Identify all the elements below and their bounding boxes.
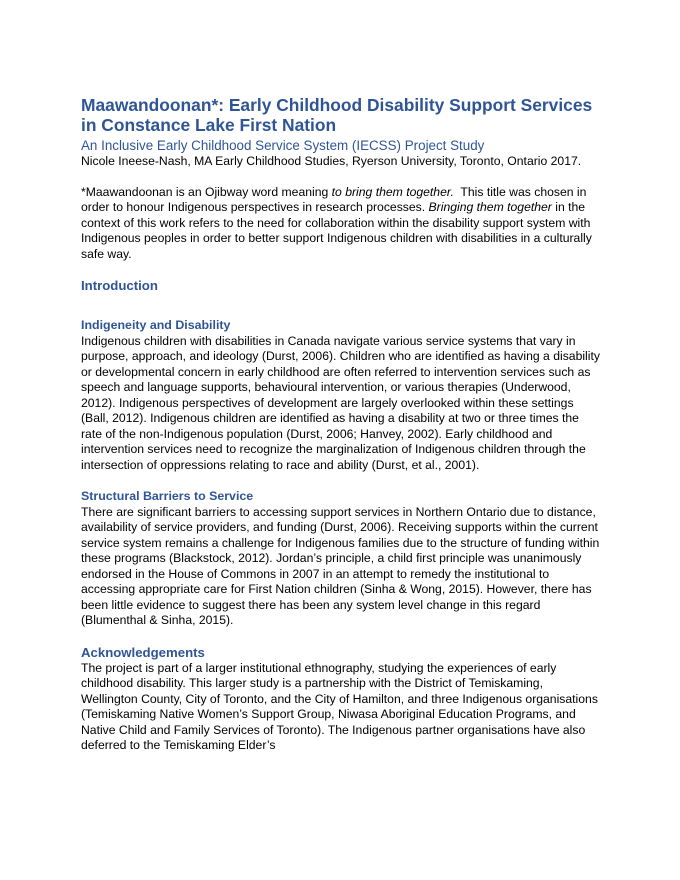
note-text-2: This title was chosen in order to honour Indigenous perspectives in research processes. bbox=[81, 184, 590, 214]
page-title: Maawandoonan*: Early Childhood Disability Support Services in Constance Lake First Nation bbox=[81, 95, 593, 135]
introduction-heading: Introduction bbox=[81, 278, 158, 293]
title-note bbox=[81, 185, 601, 263]
section-acknowledgements bbox=[81, 645, 601, 754]
document-body bbox=[81, 95, 601, 754]
page-subtitle: An Inclusive Early Childhood Service System (IECSS) Project Study bbox=[81, 138, 485, 153]
section-barriers bbox=[81, 489, 601, 629]
section-paragraph: Indigenous children with disabilities in Canada navigate various service systems that vary in purpose, approach, and ideology (Durst, 2006). Children who are identified as having a disability or developmental concern in early childhood are often referred to intervention services such as speech and language supports, behavioural intervention, or various therapies (Underwood, 2012). Indigenous perspectives of development are largely overlooked within these settings (Ball, 2012). Indigenous children are identified as having a disability at two or three times the rate of the non-Indigenous population (Durst, 2006; Hanvey, 2002). Early childhood and intervention services need to recognize the marginalization of Indigenous children through the intersection of oppressions relating to race and ability (Durst, et al., 2001). bbox=[81, 333, 600, 472]
note-italic-2: Bringing them together bbox=[428, 200, 552, 214]
note-text-1: *Maawandoonan is an Ojibway word meaning bbox=[81, 184, 332, 199]
section-heading: Structural Barriers to Service bbox=[81, 489, 254, 503]
author-line: Nicole Ineese-Nash, MA Early Childhood Studies, Ryerson University, Toronto, Ontario 2017. bbox=[81, 154, 582, 168]
section-paragraph: The project is part of a larger institutional ethnography, studying the experiences of early childhood disability. This larger study is a partnership with the District of Temiskaming, Wellington County, City of Toronto, and the City of Hamilton, and three Indigenous organisations (Temiskaming Native Women’s Support Group, Niwasa Aboriginal Education Programs, and Native Child and Family Services of Toronto). The Indigenous partner organisations have also deferred to the Temiskaming Elder’s bbox=[81, 660, 598, 752]
section-heading: Indigeneity and Disability bbox=[81, 318, 231, 332]
note-text-3: in the context of this work refers to the need for collaboration within the disability support system with Indigenous peoples in order to better support Indigenous children with disabilities in a culturally safe way. bbox=[81, 200, 592, 261]
note-italic-1: to bring them together. bbox=[331, 184, 454, 199]
section-paragraph: There are significant barriers to accessing support services in Northern Ontario due to distance, availability of service providers, and funding (Durst, 2006). Receiving supports within the current service system remains a challenge for Indigenous families due to the structure of funding within these programs (Blackstock, 2012). Jordan’s principle, a child first principle was unanimously endorsed in the House of Commons in 2007 in an attempt to remedy the institutional to accessing appropriate care for First Nation children (Sinha & Wong, 2015). However, there has been little evidence to suggest there has been any system level change in this regard (Blumenthal & Sinha, 2015). bbox=[81, 504, 600, 627]
section-indigeneity bbox=[81, 318, 601, 473]
section-heading: Acknowledgements bbox=[81, 644, 205, 660]
